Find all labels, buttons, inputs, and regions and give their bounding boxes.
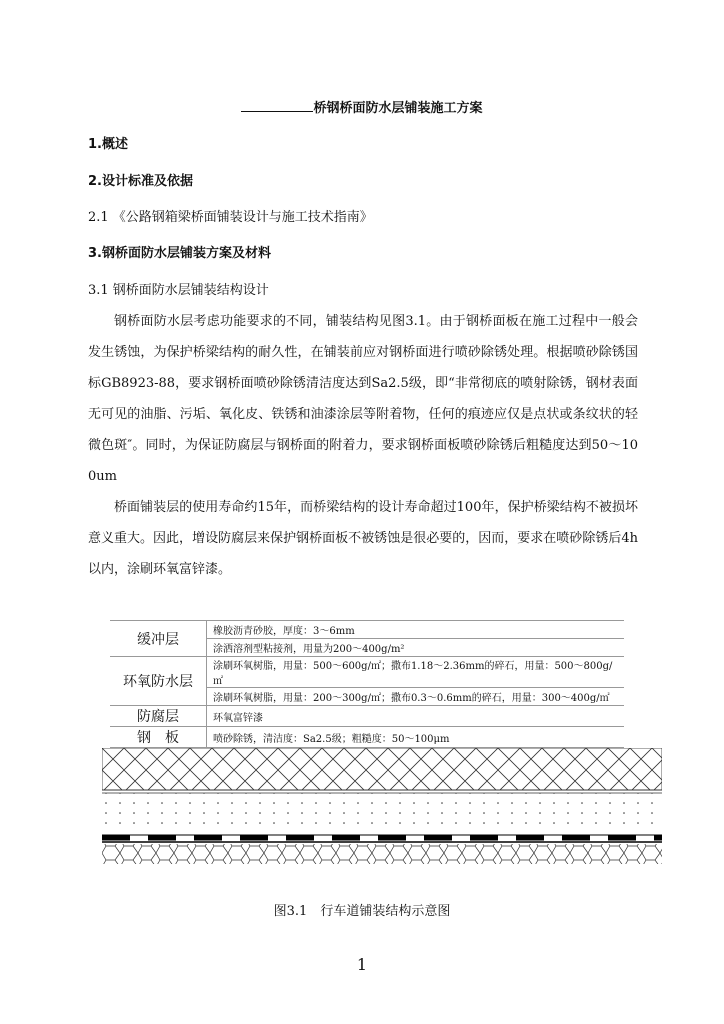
pavement-layer-table xyxy=(110,620,624,748)
layer-label: 防腐层 xyxy=(110,706,207,727)
layer-row: 涂洒溶剂型粘接剂，用量为200～400g/m² xyxy=(207,639,625,657)
title-blank-line xyxy=(241,99,313,112)
page-number: 1 xyxy=(356,955,368,974)
steel-plate-hex xyxy=(102,844,662,864)
layer-label: 缓冲层 xyxy=(110,621,207,657)
layer-row: 涂刷环氧树脂，用量：200～300g/㎡；撒布0.3～0.6mm的碎石，用量：300～400g/㎡ xyxy=(207,688,625,706)
heading-standards-2-1: 2.1 《公路钢箱梁桥面铺装设计与施工技术指南》 xyxy=(88,210,373,225)
body-text xyxy=(88,306,638,585)
heading-scheme-3-1: 3.1 钢桥面防水层铺装结构设计 xyxy=(88,283,269,298)
buffer-layer-hatch xyxy=(102,748,662,790)
paragraph-1: 钢桥面防水层考虑功能要求的不同，铺装结构见图3.1。由于钢桥面板在施工过程中一般会发生锈蚀，为保护桥梁结构的耐久性，在铺装前应对钢桥面进行喷砂除锈处理。根据喷砂除锈国标GB8923-88，要求钢桥面喷砂除锈清洁度达到Sa2.5级，即“非常彻底的喷射除锈，钢材表面无可见的油脂、污垢、氧化皮、铁锈和油漆涂层等附着物，任何的痕迹应仅是点状或条纹状的轻微色斑″。同时，为保证防腐层与钢桥面的附着力，要求钢桥面板喷砂除锈后粗糙度达到50～100um xyxy=(88,314,638,484)
layer-label: 环氧防水层 xyxy=(110,657,207,706)
waterproof-layer-dots xyxy=(102,793,662,831)
layer-row: 环氧富锌漆 xyxy=(207,706,625,727)
document-title: 桥钢桥面防水层铺装施工方案 xyxy=(0,97,724,116)
heading-scheme: 3.钢桥面防水层铺装方案及材料 xyxy=(88,246,271,261)
layer-row: 涂刷环氧树脂，用量：500～600g/㎡；撒布1.18～2.36mm的碎石，用量：500～800g/㎡ xyxy=(207,657,625,688)
figure-caption: 图3.1 行车道铺装结构示意图 xyxy=(273,904,451,919)
pavement-cross-section-diagram xyxy=(102,748,662,866)
heading-standards: 2.设计标准及依据 xyxy=(88,174,193,189)
paragraph-2: 桥面铺装层的使用寿命约15年，而桥梁结构的设计寿命超过100年，保护桥梁结构不被损坏意义重大。因此，增设防腐层来保护钢桥面板不被锈蚀是很必要的，因而，要求在喷砂除锈后4h以内，涂刷环氧富锌漆。 xyxy=(88,500,638,577)
layer-row: 橡胶沥青砂胶，厚度：3～6mm xyxy=(207,621,625,639)
layer-row: 喷砂除锈，清洁度：Sa2.5级；粗糙度：50～100μm xyxy=(207,727,625,748)
heading-overview: 1.概述 xyxy=(88,137,128,152)
layer-label: 钢 板 xyxy=(110,727,207,748)
